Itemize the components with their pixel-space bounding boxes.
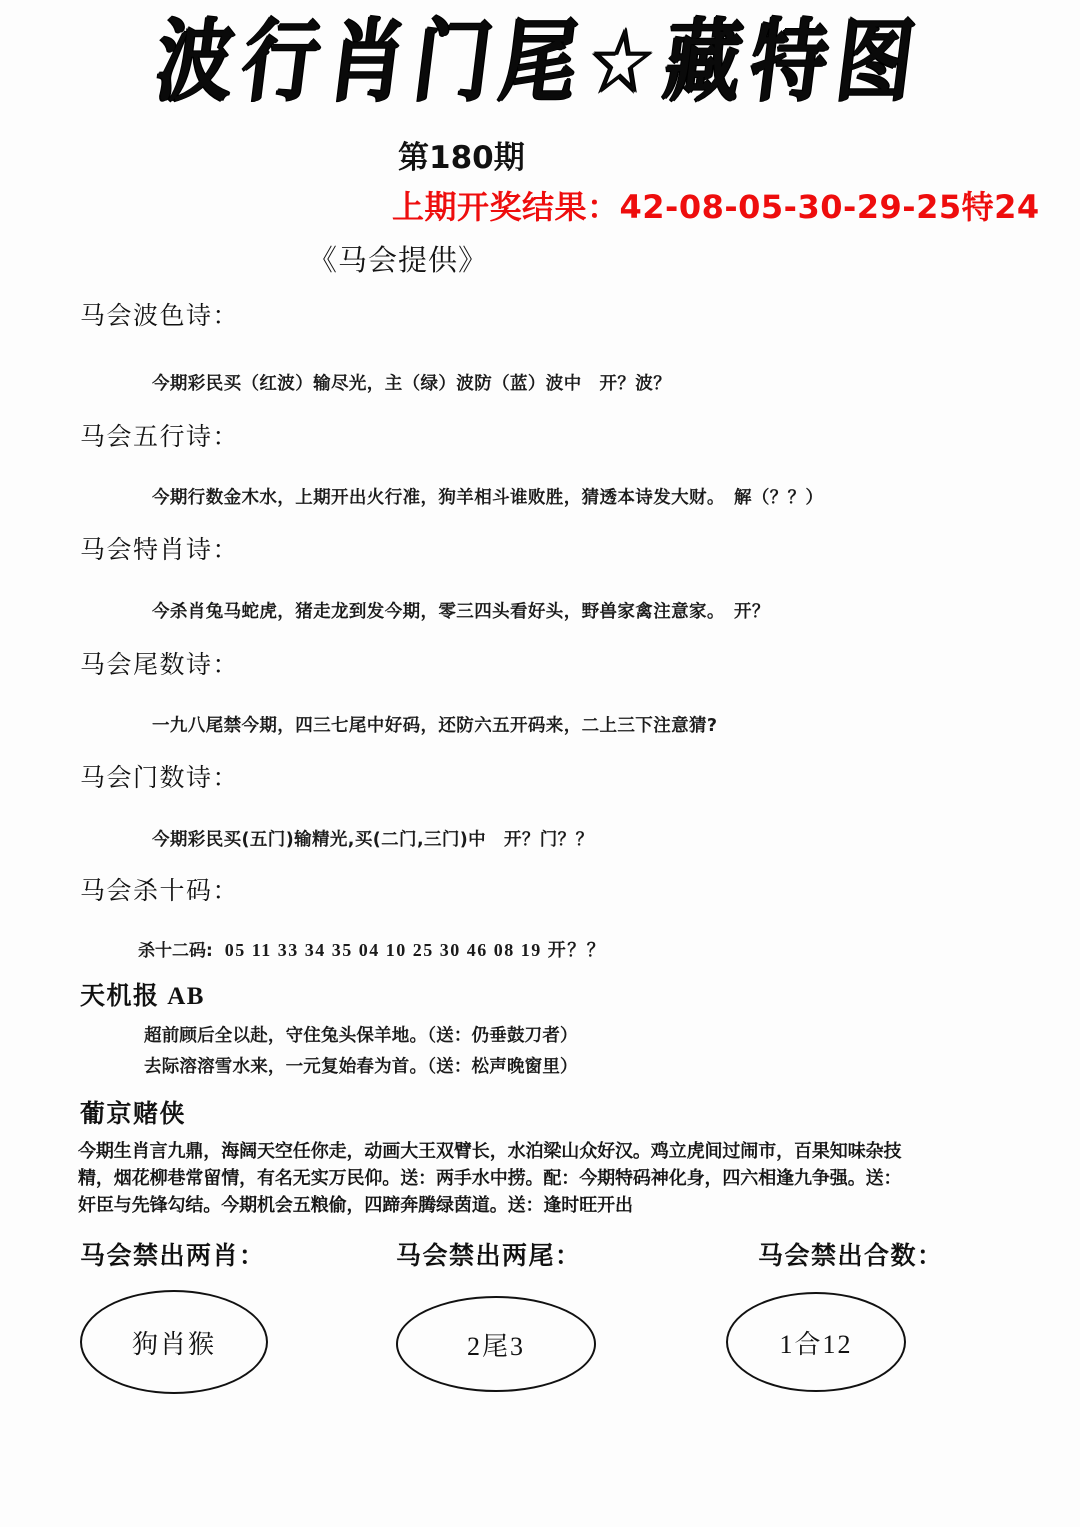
- ban-value-liangwei: 2尾3: [466, 1331, 525, 1361]
- tianji-heading: 天机报 AB: [80, 983, 205, 1010]
- ban-heading-liangwei: 马会禁出两尾：: [396, 1243, 582, 1270]
- section-body-menshu: 今期彩民买(五门)输精光,买(二门,三门)中 开？门？？: [152, 830, 594, 850]
- kill-codes-numbers: 05 11 33 34 35 04 10 25 30 46 08 19 开？？: [224, 940, 607, 960]
- ban-value-oval-liangwei: [396, 1296, 596, 1392]
- title-block: [0, 8, 1080, 114]
- section-body-wuxing: 今期行数金木水，上期开出火行准，狗羊相斗谁败胜，猜透本诗发大财。 解（？？）: [152, 488, 824, 508]
- ban-value-oval-heshu: [726, 1292, 906, 1392]
- section-heading-weishu: 马会尾数诗：: [80, 652, 240, 679]
- ban-heading-heshu: 马会禁出合数：: [758, 1243, 944, 1270]
- kill-codes-line: [138, 936, 606, 962]
- ban-heading-liangxiao: 马会禁出两肖：: [80, 1243, 266, 1270]
- section-heading-wuxing: 马会五行诗：: [80, 424, 240, 451]
- pujing-line-1: 今期生肖言九鼎，海阔天空任你走，动画大王双臂长，水泊梁山众好汉。鸡立虎间过闹市，百果知味杂技: [78, 1141, 902, 1162]
- pujing-line-3: 奸臣与先锋勾结。今期机会五粮偷，四蹄奔腾绿茵道。送：逢时旺开出: [78, 1195, 633, 1216]
- section-heading-shashima: 马会杀十码：: [80, 878, 240, 905]
- section-body-weishu: 一九八尾禁今期，四三七尾中好码，还防六五开码来，二上三下注意猜?: [152, 716, 718, 736]
- pujing-line-2: 精，烟花柳巷常留情，有名无实万民仰。送：两手水中捞。配：今期特码神化身，四六相逢九争强。送：: [78, 1168, 902, 1189]
- last-draw-result: 上期开奖结果：42-08-05-30-29-25特24: [392, 188, 1040, 226]
- tianji-line-2: 去际溶溶雪水来，一元复始春为首。（送：松声晚窗里）: [144, 1057, 578, 1077]
- pujing-heading: 葡京赌侠: [80, 1101, 187, 1128]
- ban-value-liangxiao: 狗肖猴: [131, 1329, 216, 1359]
- ban-value-oval-liangxiao: [80, 1290, 268, 1394]
- section-heading-bose: 马会波色诗：: [80, 303, 240, 330]
- page-title: 波行肖门尾☆藏特图: [150, 8, 930, 114]
- tianji-line-1: 超前顾后全以赴，守住兔头保羊地。（送：仍垂鼓刀者）: [144, 1026, 578, 1046]
- section-body-texiao: 今杀肖兔马蛇虎，猪走龙到发今期，零三四头看好头，野兽家禽注意家。 开？: [152, 602, 770, 622]
- provider-label: 《马会提供》: [308, 245, 489, 277]
- kill-codes-label: 杀十二码:: [138, 941, 213, 961]
- section-body-bose: 今期彩民买（红波）输尽光，主（绿）波防（蓝）波中 开？波？: [152, 374, 672, 394]
- section-heading-menshu: 马会门数诗：: [80, 765, 240, 792]
- ban-value-heshu: 1合12: [779, 1329, 853, 1359]
- issue-number: 第180期: [398, 140, 525, 176]
- section-heading-texiao: 马会特肖诗：: [80, 537, 240, 564]
